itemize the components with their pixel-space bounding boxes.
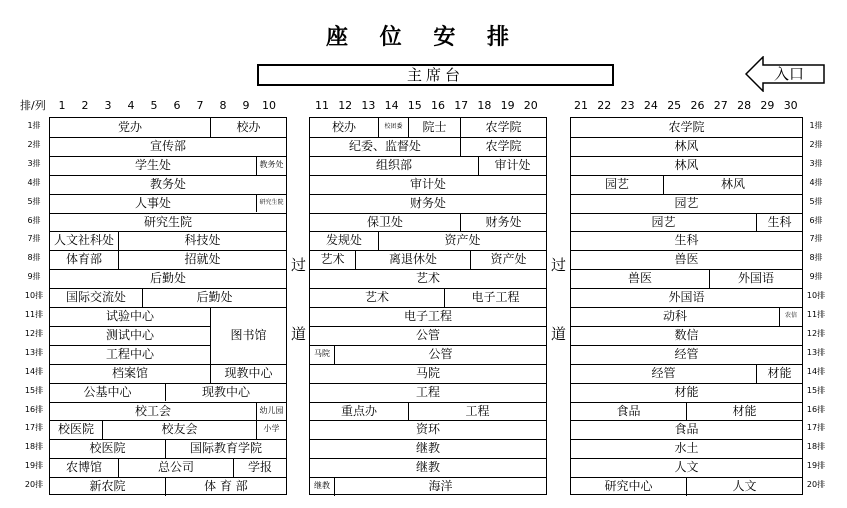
seat-cell: 后勤处	[142, 288, 286, 307]
seat-cell: 校办	[331, 120, 356, 134]
row-label-right: 18排	[806, 442, 826, 452]
column-number: 29	[760, 99, 775, 112]
aisle-label-bottom: 道	[291, 325, 307, 343]
seat-cell: 继教	[314, 481, 330, 491]
seat-cell: 林风	[674, 138, 699, 153]
seat-cell: 马院	[314, 348, 330, 358]
row-label-left: 1排	[27, 121, 41, 130]
row-label-right: 2排	[809, 139, 823, 149]
column-number: 17	[454, 99, 469, 112]
seat-cell: 体 育 部	[165, 477, 286, 496]
seat-cell: 继教	[415, 460, 440, 475]
seat-cell: 宣传部	[149, 138, 186, 153]
row-label-right: 6排	[809, 215, 823, 225]
row-label-right: 10排	[806, 291, 826, 301]
seat-cell: 校团委	[378, 118, 408, 137]
seat-cell: 资产处	[378, 231, 546, 250]
seat-cell: 校医院	[57, 422, 94, 437]
column-number: 23	[620, 99, 635, 112]
seat-cell: 人事处	[134, 195, 171, 210]
seat-cell: 食品	[616, 403, 641, 418]
row-label-left: 19排	[24, 461, 44, 471]
seat-cell: 农学院	[460, 137, 546, 156]
column-number: 26	[690, 99, 705, 112]
seat-cell: 研究生院	[256, 194, 286, 213]
column-number: 20	[523, 99, 538, 112]
seat-cell: 校办	[210, 118, 286, 137]
seat-cell: 资产处	[470, 250, 546, 269]
row-label-right: 19排	[806, 461, 826, 471]
column-number: 4	[127, 99, 135, 112]
seat-cell: 艺术	[320, 252, 345, 267]
row-label-left: 13排	[24, 347, 44, 357]
seat-cell: 经管	[674, 346, 699, 361]
column-number: 15	[407, 99, 422, 112]
seat-cell: 研究中心	[604, 479, 653, 494]
seat-cell: 组织部	[375, 157, 412, 172]
seat-cell: 艺术	[364, 290, 389, 305]
seat-cell: 校友会	[102, 420, 256, 439]
seat-cell: 数信	[674, 327, 699, 342]
seat-cell: 保卫处	[366, 214, 403, 229]
seat-cell: 人文社科处	[53, 233, 114, 248]
row-label-left: 18排	[24, 442, 44, 452]
seat-cell: 财务处	[460, 213, 546, 232]
row-label-right: 20排	[806, 480, 826, 490]
seat-cell: 人文	[686, 477, 802, 496]
row-label-left: 14排	[24, 366, 44, 376]
seat-cell: 现教中心	[165, 383, 286, 402]
seat-cell: 兽医	[674, 252, 699, 267]
seat-cell: 工程	[408, 402, 546, 421]
seat-cell: 校工会	[134, 403, 171, 418]
seat-cell: 小学	[256, 420, 286, 439]
row-label-left: 7排	[27, 234, 41, 244]
seat-cell: 马院	[415, 365, 440, 380]
seat-cell: 党办	[117, 120, 142, 134]
seat-cell: 生科	[756, 213, 802, 232]
seat-cell: 兽医	[627, 271, 652, 286]
seat-cell: 学生处	[134, 157, 171, 172]
row-label-right: 17排	[806, 423, 826, 433]
column-number: 18	[477, 99, 492, 112]
row-label-left: 10排	[24, 291, 44, 301]
column-number: 22	[597, 99, 612, 112]
row-label-left: 11排	[24, 310, 44, 319]
row-label-left: 9排	[27, 272, 41, 282]
seat-cell: 外国语	[709, 269, 802, 288]
row-label-left: 12排	[24, 328, 44, 338]
seat-cell: 发规处	[325, 233, 362, 248]
column-number: 3	[104, 99, 112, 112]
seat-cell: 测试中心	[105, 327, 154, 342]
column-number: 5	[150, 99, 158, 112]
column-number: 30	[783, 99, 798, 112]
row-label-right: 3排	[809, 158, 823, 168]
row-label-left: 17排	[24, 423, 44, 433]
seat-cell: 重点办	[340, 403, 377, 418]
row-label-left: 3排	[27, 158, 41, 168]
seat-cell: 工程中心	[105, 346, 154, 361]
column-number: 27	[713, 99, 728, 112]
row-label-right: 9排	[809, 272, 823, 282]
column-number: 10	[262, 99, 276, 112]
row-label-left: 5排	[27, 196, 41, 206]
column-number: 16	[431, 99, 445, 112]
seat-cell: 继教	[415, 441, 440, 456]
row-label-right: 16排	[806, 404, 826, 414]
aisle-label-bottom-right: 道	[551, 325, 567, 343]
seat-cell: 材能	[674, 384, 699, 399]
seat-cell: 公基中心	[83, 384, 132, 399]
column-number: 9	[242, 99, 250, 112]
column-number: 11	[315, 99, 329, 112]
seat-cell: 园艺	[651, 214, 676, 229]
row-label-right: 1排	[809, 121, 823, 130]
seat-cell: 现教中心	[210, 364, 286, 383]
seat-cell: 电子工程	[403, 309, 452, 323]
seat-cell: 海洋	[334, 477, 546, 496]
seat-cell: 财务处	[409, 195, 446, 210]
seat-cell: 食品	[674, 422, 699, 437]
seat-cell: 审计处	[478, 156, 546, 175]
seat-cell: 教务处	[149, 176, 186, 191]
seat-cell: 国际交流处	[65, 290, 126, 305]
seat-cell: 农信	[779, 307, 802, 326]
left-seating-block	[49, 117, 287, 495]
column-number: 25	[667, 99, 682, 112]
seat-cell: 招就处	[118, 250, 286, 269]
seat-cell: 新农院	[89, 479, 126, 494]
seat-cell: 工程	[415, 384, 440, 399]
seat-cell: 林风	[674, 157, 699, 172]
column-number: 8	[219, 99, 227, 112]
seat-cell: 科技处	[118, 231, 286, 250]
column-number: 13	[361, 99, 376, 112]
row-label-right: 15排	[806, 385, 826, 395]
row-label-right: 14排	[806, 366, 826, 376]
seat-cell: 艺术	[415, 271, 440, 286]
middle-seating-block	[309, 117, 547, 495]
row-label-left: 6排	[27, 215, 41, 225]
column-number: 12	[338, 99, 353, 112]
column-number: 28	[737, 99, 752, 112]
column-number: 14	[384, 99, 399, 112]
seat-cell: 园艺	[604, 176, 629, 191]
column-number: 19	[500, 99, 515, 112]
seat-cell: 生科	[674, 233, 699, 248]
seat-cell: 纪委、监督处	[348, 138, 421, 153]
row-label-right: 12排	[806, 328, 826, 338]
seat-cell: 体育部	[65, 252, 102, 267]
seat-cell: 资环	[415, 422, 440, 437]
seat-cell: 农博馆	[65, 460, 102, 475]
seat-cell: 经管	[651, 365, 676, 380]
column-number: 24	[643, 99, 658, 112]
row-label-right: 5排	[809, 196, 823, 206]
page-title: 座 位 安 排	[326, 25, 521, 50]
row-col-header: 排/列	[20, 99, 46, 112]
seat-cell: 动科	[662, 309, 687, 323]
seat-cell: 电子工程	[444, 288, 546, 307]
row-label-right: 11排	[806, 310, 826, 319]
seat-cell: 总公司	[118, 458, 233, 477]
column-number: 6	[173, 99, 181, 112]
seat-cell: 研究生院	[143, 214, 192, 229]
seat-cell-merged: 图书馆	[210, 307, 286, 364]
seat-cell: 教务处	[256, 156, 286, 175]
seat-cell: 公管	[334, 345, 546, 364]
seat-cell: 国际教育学院	[165, 439, 286, 458]
seat-cell: 审计处	[409, 176, 446, 191]
row-label-left: 4排	[27, 177, 41, 187]
seat-cell: 材能	[756, 364, 802, 383]
seat-cell: 人文	[674, 460, 699, 475]
row-label-left: 20排	[24, 480, 44, 490]
right-seating-block	[570, 117, 803, 495]
seat-cell: 农学院	[460, 118, 546, 137]
row-label-right: 8排	[809, 253, 823, 263]
seat-cell: 材能	[686, 402, 802, 421]
row-label-left: 15排	[24, 385, 44, 395]
seat-cell: 幼儿园	[256, 402, 286, 421]
aisle-label-top: 过	[291, 256, 307, 274]
seat-cell: 水土	[674, 441, 699, 456]
column-number: 2	[81, 99, 89, 112]
row-label-left: 16排	[24, 404, 44, 414]
row-label-right: 4排	[809, 177, 823, 187]
column-number: 21	[574, 99, 588, 112]
entrance-label: 入口	[774, 65, 805, 83]
seat-cell: 试验中心	[105, 309, 154, 323]
aisle-label-top-right: 过	[551, 256, 567, 274]
seat-cell: 后勤处	[149, 271, 186, 286]
seat-cell: 外国语	[668, 290, 705, 305]
row-label-right: 7排	[809, 234, 823, 244]
seat-cell: 档案馆	[111, 365, 148, 380]
seat-cell: 校医院	[89, 441, 126, 456]
stage-box: 主席台	[257, 64, 614, 86]
column-number: 1	[58, 99, 66, 112]
seat-cell: 园艺	[674, 195, 699, 210]
column-number: 7	[196, 99, 204, 112]
row-label-left: 8排	[27, 253, 41, 263]
seat-cell: 农学院	[668, 120, 705, 134]
seat-cell: 离退休处	[355, 250, 470, 269]
row-label-left: 2排	[27, 139, 41, 149]
seat-cell: 林风	[663, 175, 802, 194]
seat-cell: 院士	[408, 118, 460, 137]
seat-cell: 公管	[415, 327, 440, 342]
seat-cell: 学报	[233, 458, 286, 477]
row-label-right: 13排	[806, 347, 826, 357]
